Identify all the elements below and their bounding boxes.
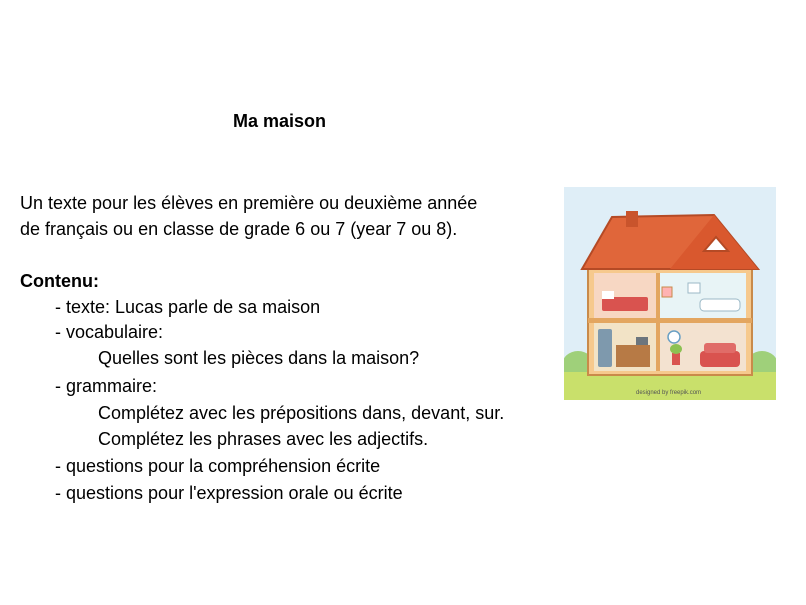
document-title: Ma maison — [233, 111, 327, 131]
image-credit: designed by freepik.com — [636, 390, 702, 396]
content-subitem-prepositions: Complétez avec les prépositions dans, devant, sur. — [98, 403, 505, 423]
content-item-grammaire: - grammaire: — [55, 376, 158, 396]
content-item-expression: - questions pour l'expression orale ou écrite — [55, 483, 403, 503]
intro-line-1: Un texte pour les élèves en première ou deuxième année — [20, 193, 478, 213]
content-item-comprehension: - questions pour la compréhension écrite — [55, 456, 381, 476]
content-subitem-adjectifs: Complétez les phrases avec les adjectifs. — [98, 429, 429, 449]
house-cutaway-illustration — [564, 187, 776, 400]
content-subitem-pieces: Quelles sont les pièces dans la maison? — [98, 348, 420, 368]
content-item-vocabulaire: - vocabulaire: — [55, 322, 164, 342]
intro-paragraph — [20, 190, 540, 242]
content-item-texte: - texte: Lucas parle de sa maison — [55, 297, 321, 317]
contenu-heading: Contenu: — [20, 271, 99, 291]
intro-line-2: de français ou en classe de grade 6 ou 7 (year 7 ou 8). — [20, 219, 458, 239]
